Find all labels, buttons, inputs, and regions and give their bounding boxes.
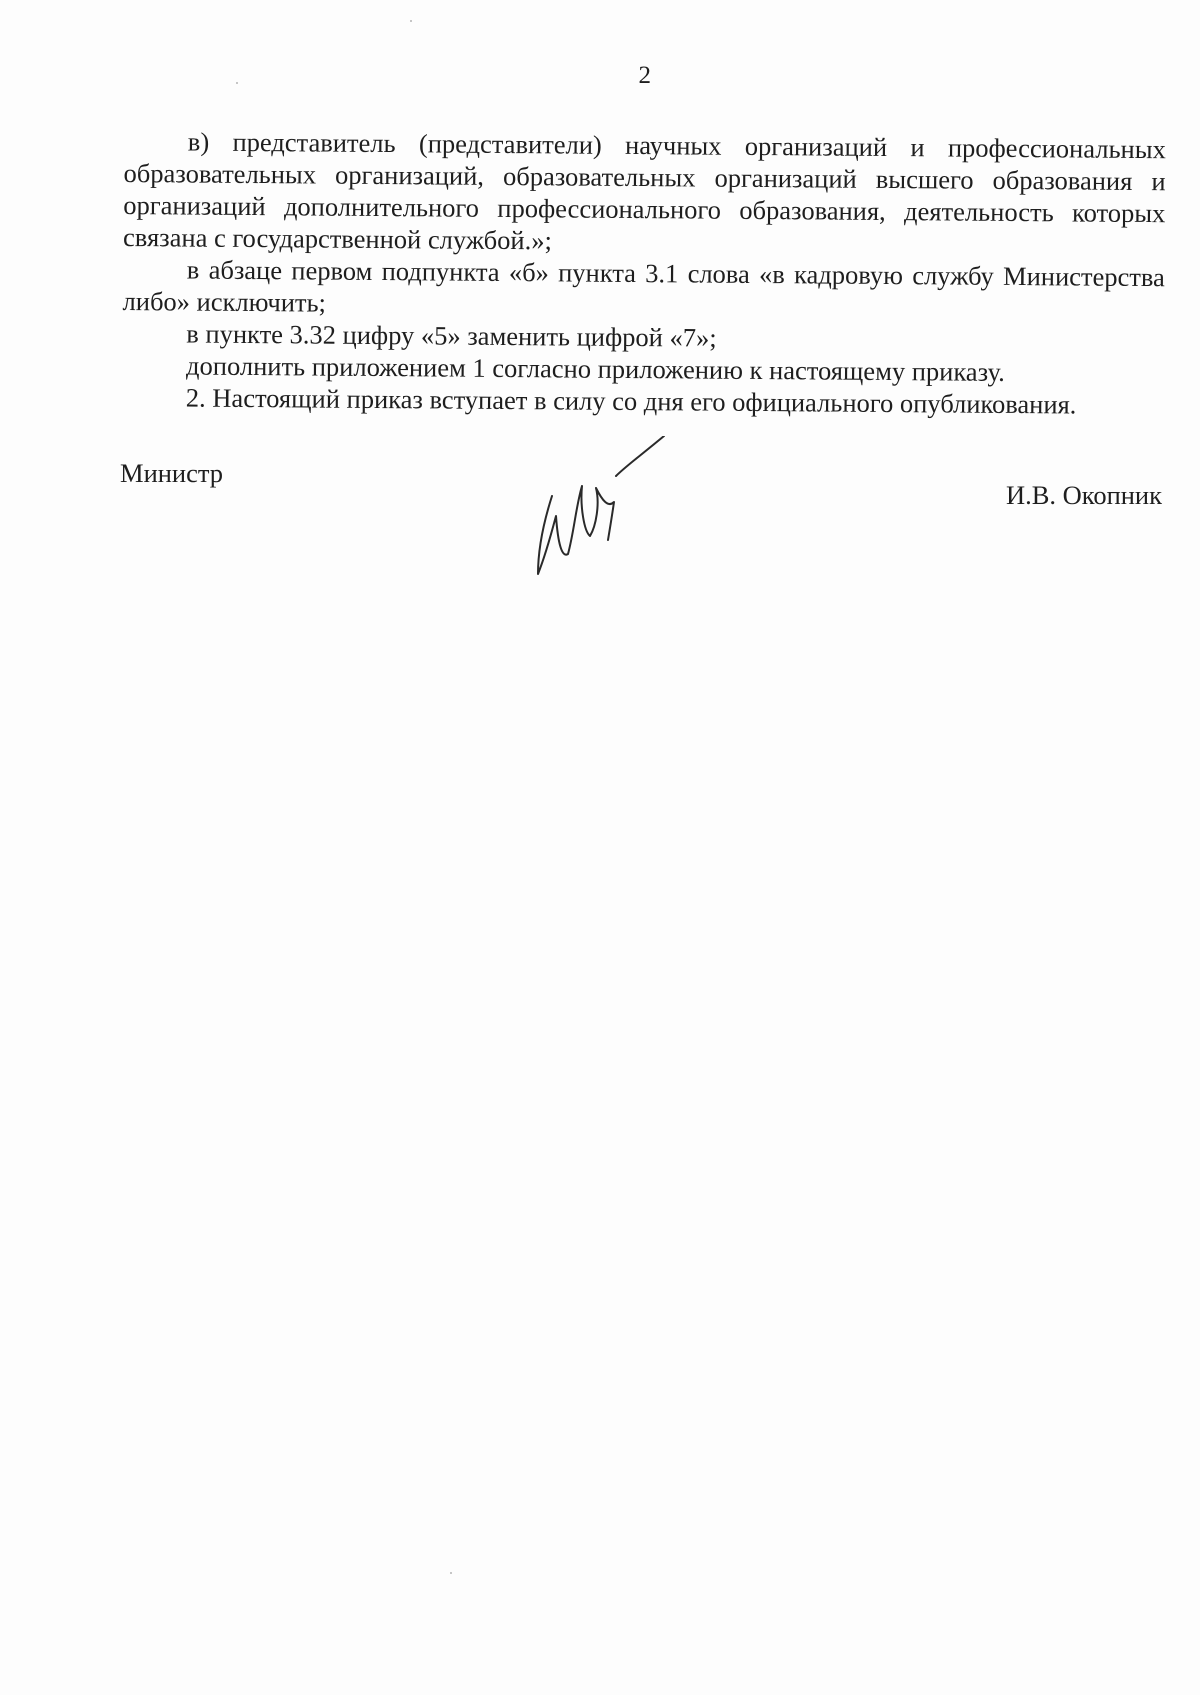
signer-title: Министр <box>120 458 224 488</box>
handwritten-signature <box>530 436 710 586</box>
paragraph-appendix: дополнить приложением 1 согласно приложению к настоящему приказу. <box>185 350 1005 387</box>
paragraph-amendment-3-1: в абзаце первом подпункта «б» пункта 3.1 слова «в кадровую службу Министерства либо» исключить; <box>122 254 1165 318</box>
paragraph-amendment-3-32: в пункте 3.32 цифру «5» заменить цифрой «7»; <box>186 318 717 353</box>
paragraph-effective-date: 2. Настоящий приказ вступает в силу со дня его официального опубликования. <box>185 382 1077 420</box>
signature-block <box>120 450 1160 600</box>
signature-stroke-main <box>538 486 614 574</box>
scan-speck <box>450 1572 452 1574</box>
document-body <box>122 125 1166 421</box>
signature-stroke-tail <box>616 436 664 476</box>
signer-name: И.В. Окопник <box>1005 480 1162 510</box>
paragraph-representatives: в) представитель (представители) научных организаций и профессиональных образовательных организаций, образовательных организаций высшего образования и организаций дополнительного профессионального образования, деятельность которых связана с государственной службой.»; <box>123 126 1166 256</box>
scan-speck <box>236 82 238 84</box>
scan-speck <box>410 20 412 22</box>
page-number: 2 <box>638 62 652 89</box>
